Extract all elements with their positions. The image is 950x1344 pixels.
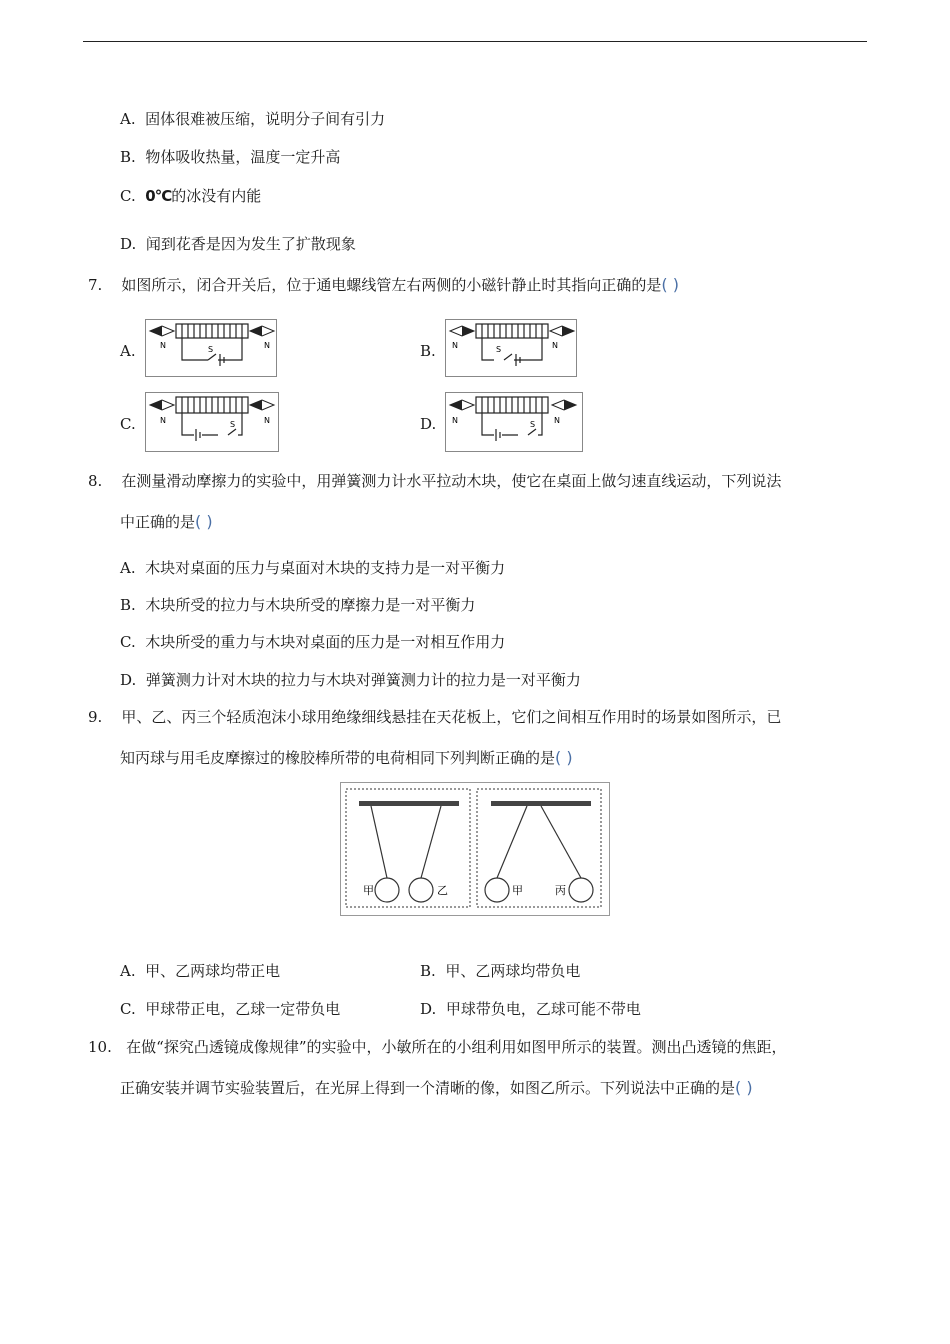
q9-option-b: B. 甲、乙两球均带负电 (420, 962, 581, 980)
q7-option-a-letter: A. (120, 342, 136, 360)
q6-option-c: C. 0°C的冰没有内能 (120, 187, 262, 205)
zero-degree-celsius: 0°C (145, 187, 172, 205)
q6-option-d: D. 闻到花香是因为发生了扩散现象 (120, 235, 356, 253)
q9-option-a: A. 甲、乙两球均带正电 (120, 962, 281, 980)
svg-text:甲: 甲 (363, 884, 374, 897)
q8-option-a: A. 木块对桌面的压力与桌面对木块的支持力是一对平衡力 (120, 559, 506, 577)
ball-bing (569, 878, 593, 902)
svg-text:N: N (160, 341, 166, 350)
right-ceiling (491, 801, 591, 806)
q7-option-b-letter: B. (420, 342, 436, 360)
ball-yi (409, 878, 433, 902)
left-ceiling (359, 801, 459, 806)
svg-text:N: N (452, 341, 458, 350)
q8-option-d: D. 弹簧测力计对木块的拉力与木块对弹簧测力计的拉力是一对平衡力 (120, 671, 581, 689)
q7-stem: 7. 如图所示，闭合开关后，位于通电螺线管左右两侧的小磁针静止时其指向正确的是( ) (88, 275, 679, 294)
q9-option-c: C. 甲球带正电，乙球一定带负电 (120, 1000, 341, 1018)
q9-diagram (340, 782, 610, 916)
ball-jia-left (375, 878, 399, 902)
svg-text:N: N (552, 341, 558, 350)
q7-option-c-letter: C. (120, 415, 136, 433)
svg-text:N: N (160, 416, 166, 425)
svg-text:S: S (530, 420, 536, 429)
svg-text:甲: 甲 (512, 884, 523, 897)
q8-stem-line2: 中正确的是( ) (120, 512, 213, 531)
q10-stem-line2: 正确安装并调节实验装置后，在光屏上得到一个清晰的像，如图乙所示。下列说法中正确的是( ) (120, 1078, 753, 1097)
q7-diagram-b (445, 319, 577, 377)
q9-stem-line2: 知丙球与用毛皮摩擦过的橡胶棒所带的电荷相同下列判断正确的是( ) (120, 748, 573, 767)
q8-option-c: C. 木块所受的重力与木块对桌面的压力是一对相互作用力 (120, 633, 506, 651)
q9-option-d: D. 甲球带负电，乙球可能不带电 (420, 1000, 641, 1018)
svg-text:N: N (264, 341, 270, 350)
q6-option-a: A. 固体很难被压缩，说明分子间有引力 (120, 110, 386, 128)
svg-text:N: N (452, 416, 458, 425)
q8-stem-line1: 8. 在测量滑动摩擦力的实验中，用弹簧测力计水平拉动木块，使它在桌面上做匀速直线运动，下列说法 (88, 472, 782, 490)
svg-text:N: N (264, 416, 270, 425)
svg-text:S: S (496, 345, 502, 354)
q7-diagram-c (145, 392, 279, 452)
q10-stem-line1: 10. 在做“探究凸透镜成像规律”的实验中，小敏所在的小组利用如图甲所示的装置。测出凸透镜的焦距， (88, 1038, 787, 1056)
svg-text:S: S (208, 345, 214, 354)
ball-jia-right (485, 878, 509, 902)
svg-text:S: S (230, 420, 236, 429)
q6-option-b: B. 物体吸收热量，温度一定升高 (120, 148, 341, 166)
svg-text:N: N (554, 416, 560, 425)
q7-diagram-d (445, 392, 583, 452)
q7-diagram-a (145, 319, 277, 377)
q8-option-b: B. 木块所受的拉力与木块所受的摩擦力是一对平衡力 (120, 596, 476, 614)
svg-text:乙: 乙 (437, 884, 448, 897)
q9-stem-line1: 9. 甲、乙、丙三个轻质泡沫小球用绝缘细线悬挂在天花板上，它们之间相互作用时的场景如图所示，已 (88, 708, 782, 726)
svg-text:丙: 丙 (555, 884, 566, 897)
header-rule (83, 41, 867, 42)
q7-option-d-letter: D. (420, 415, 437, 433)
